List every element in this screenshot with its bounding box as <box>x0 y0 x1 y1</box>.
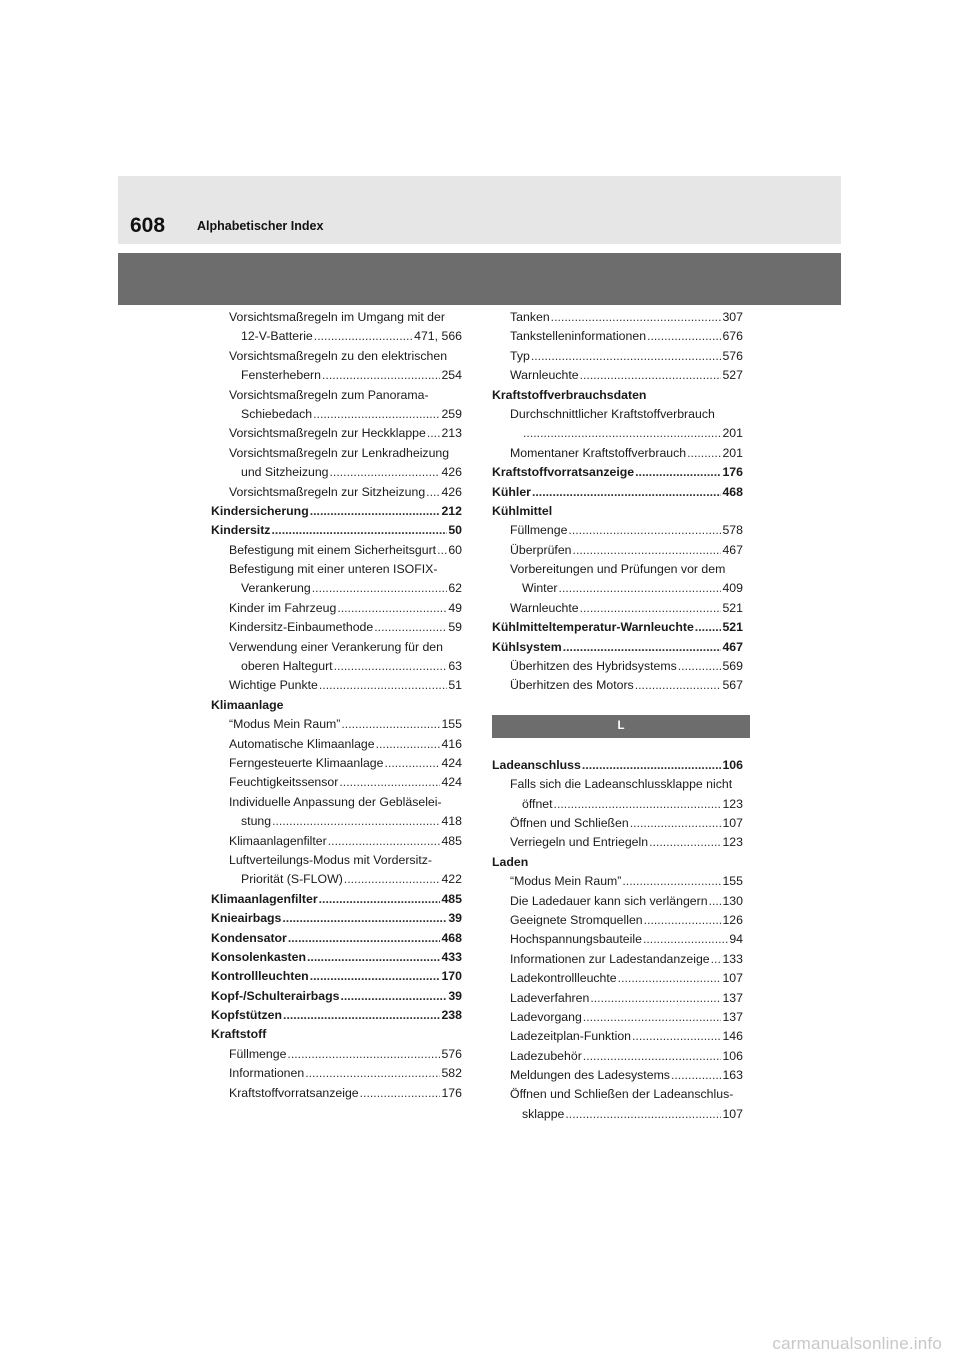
dot-leader <box>590 989 721 1008</box>
index-entry <box>211 967 462 986</box>
index-entry <box>492 366 743 385</box>
index-entry-label: Kraftstoffverbrauchsdaten <box>492 387 647 402</box>
dot-leader <box>305 1064 440 1083</box>
index-entry-page: 176 <box>441 1085 462 1100</box>
index-entry <box>492 444 743 463</box>
index-entry-label: Laden <box>492 854 529 869</box>
index-entry-page: 212 <box>441 503 462 518</box>
index-entry-label: stung <box>241 814 272 829</box>
index-entry <box>211 870 462 889</box>
index-entry-label: Kraftstoffvorratsanzeige <box>492 465 635 480</box>
index-entry <box>492 872 743 891</box>
index-entry <box>492 1066 743 1085</box>
index-entry-label: Momentaner Kraftstoffverbrauch <box>510 445 687 460</box>
index-entry <box>211 638 462 657</box>
index-entry <box>211 405 462 424</box>
index-entry <box>211 909 462 928</box>
index-entry <box>211 793 462 812</box>
index-entry-label: Kopf-/Schulterairbags <box>211 988 340 1003</box>
index-entry-label: Kinder im Fahrzeug <box>229 600 337 615</box>
dot-leader <box>532 483 722 502</box>
index-entry-label: Konsolenkasten <box>211 949 306 964</box>
index-entry-page: 418 <box>441 814 462 829</box>
index-entry <box>211 676 462 695</box>
index-entry <box>492 599 743 618</box>
index-entry <box>492 1105 743 1124</box>
index-entry-page: 582 <box>441 1066 462 1081</box>
index-entry-page: 94 <box>729 932 743 947</box>
index-entry-label: Kraftstoffvorratsanzeige <box>229 1085 359 1100</box>
index-entry-page: 254 <box>441 368 462 383</box>
index-entry-page: 107 <box>722 1106 743 1121</box>
index-entry <box>492 308 743 327</box>
index-entry-label: Wichtige Punkte <box>229 678 318 693</box>
index-entry-label: “Modus Mein Raum” <box>229 717 341 732</box>
index-entry <box>211 851 462 870</box>
index-entry <box>211 463 462 482</box>
index-entry <box>492 347 743 366</box>
index-entry-label: Tanken <box>510 310 550 324</box>
index-entry-label: Verriegeln und Entriegeln <box>510 835 649 850</box>
index-entry-page: 238 <box>441 1008 462 1023</box>
page-title: Alphabetischer Index <box>197 219 324 233</box>
index-entry-page: 170 <box>441 969 462 984</box>
index-entry-label: Winter <box>522 581 558 596</box>
index-entry-label: Automatische Klimaanlage <box>229 736 375 751</box>
index-entry-page: 49 <box>448 600 462 615</box>
dot-leader <box>322 366 440 385</box>
index-entry <box>211 948 462 967</box>
dot-leader <box>313 405 440 424</box>
index-entry-label: Kühlsystem <box>492 639 562 654</box>
dot-leader <box>568 521 721 540</box>
dot-leader <box>282 909 447 928</box>
index-entry-label: Vorsichtsmaßregeln zu den elektrischen <box>229 348 448 363</box>
index-entry <box>492 892 743 911</box>
index-entry-label: Ladezeitplan-Funktion <box>510 1029 631 1044</box>
index-entry-label: Kindersitz-Einbaumethode <box>229 620 374 635</box>
index-entry-label: oberen Haltegurt <box>241 659 333 674</box>
watermark: carmanualsonline.info <box>772 1334 942 1353</box>
index-entry <box>492 638 743 657</box>
index-entry <box>211 347 462 366</box>
index-entry-label: Befestigung mit einer unteren ISOFIX- <box>229 562 438 577</box>
dot-leader <box>709 892 722 911</box>
index-entry <box>492 541 743 560</box>
index-entry-label: Die Ladedauer kann sich verlängern <box>510 893 708 908</box>
dot-leader <box>271 521 447 540</box>
index-entry-page: 163 <box>722 1068 743 1083</box>
dot-leader <box>635 676 722 695</box>
dot-leader <box>288 929 441 948</box>
dot-leader <box>687 444 721 463</box>
index-entry-page: 213 <box>441 426 462 441</box>
index-entry-label: Vorsichtsmaßregeln zur Lenkradheizung <box>229 445 450 460</box>
index-entry-label: Befestigung mit einem Sicherheitsgurt <box>229 542 437 557</box>
index-entry <box>492 327 743 346</box>
dot-leader <box>272 812 440 831</box>
index-entry-label: Ladeverfahren <box>510 990 590 1005</box>
index-entry-page: 426 <box>441 484 462 499</box>
index-entry <box>211 618 462 637</box>
index-entry <box>211 657 462 676</box>
index-entry <box>492 911 743 930</box>
index-entry-page: 521 <box>722 620 743 635</box>
index-entry-label: Priorität (S-FLOW) <box>241 872 343 887</box>
dot-leader <box>583 1047 722 1066</box>
index-entry-page: 155 <box>722 874 743 889</box>
dot-leader <box>319 676 447 695</box>
index-entry-label: Verankerung <box>241 581 311 596</box>
dot-leader <box>360 1084 441 1103</box>
index-entry-page: 422 <box>441 872 462 887</box>
index-entry-label: Informationen zur Ladestandanzeige <box>510 951 710 966</box>
index-entry-label: Feuchtigkeitssensor <box>229 775 339 790</box>
index-entry <box>492 560 743 579</box>
index-entry-page: 201 <box>722 426 743 441</box>
dot-leader <box>531 347 722 366</box>
dot-leader <box>632 1027 721 1046</box>
index-entry-page: 123 <box>722 835 743 850</box>
dot-leader <box>711 950 722 969</box>
index-entry <box>492 989 743 1008</box>
index-entry-page: 146 <box>722 1029 743 1044</box>
index-entry-label: Kühlmittel <box>492 503 553 518</box>
index-entry <box>211 773 462 792</box>
index-entry <box>211 366 462 385</box>
index-entry <box>492 775 743 794</box>
dot-leader <box>374 618 447 637</box>
index-entry <box>492 833 743 852</box>
index-entry-page: 307 <box>722 310 743 324</box>
dot-leader <box>635 463 721 482</box>
dot-leader <box>563 638 722 657</box>
index-entry <box>492 676 743 695</box>
index-entry <box>492 521 743 540</box>
dot-leader <box>312 579 448 598</box>
index-entry-page: 259 <box>441 406 462 421</box>
dot-leader <box>287 1045 440 1064</box>
dot-leader <box>385 754 441 773</box>
index-entry <box>211 386 462 405</box>
index-entry-page: 137 <box>722 990 743 1005</box>
page-number: 608 <box>130 214 166 237</box>
dot-leader <box>344 870 441 889</box>
index-entry-label: Kondensator <box>211 930 287 945</box>
index-entry-label: Kühlmitteltemperatur-Warnleuchte <box>492 620 694 635</box>
index-entry-label: Überhitzen des Hybridsystems <box>510 659 677 674</box>
index-entry-label: Ladezubehör <box>510 1048 582 1063</box>
index-entry <box>211 1084 462 1103</box>
dot-leader <box>582 756 722 775</box>
index-entry-page: 576 <box>722 348 743 363</box>
index-entry-label: Hochspannungsbauteile <box>510 932 642 947</box>
index-entry <box>492 483 743 502</box>
index-entry-page: 60 <box>448 542 462 557</box>
dot-leader <box>334 657 448 676</box>
index-entry <box>211 929 462 948</box>
dot-leader <box>314 327 413 346</box>
index-entry-label: Vorsichtsmaßregeln zum Panorama- <box>229 387 429 402</box>
index-entry-page: 527 <box>722 368 743 383</box>
index-entry-page: 106 <box>722 757 743 772</box>
index-entry-page: 468 <box>722 484 743 499</box>
index-entry-label: öffnet <box>522 796 553 811</box>
index-entry-page: 676 <box>722 329 743 344</box>
index-entry-label: Meldungen des Ladesystems <box>510 1068 670 1083</box>
index-list-l <box>492 756 743 1124</box>
index-entry-label: Luftverteilungs-Modus mit Vordersitz- <box>229 852 432 867</box>
dot-leader <box>695 618 722 637</box>
dot-leader <box>622 872 721 891</box>
index-entry <box>211 715 462 734</box>
index-entry <box>211 502 462 521</box>
dot-leader <box>580 599 722 618</box>
index-entry <box>211 832 462 851</box>
index-entry-label: Knieairbags <box>211 911 282 926</box>
index-entry-page: 578 <box>722 523 743 538</box>
dot-leader <box>618 969 722 988</box>
index-entry-page: 176 <box>722 465 743 480</box>
index-entry-page: 130 <box>722 893 743 908</box>
index-entry <box>211 444 462 463</box>
index-entry-label: Schiebedach <box>241 406 313 421</box>
index-entry-page: 433 <box>441 949 462 964</box>
index-entry-label: Überprüfen <box>510 542 572 557</box>
index-entry-page: 123 <box>722 796 743 811</box>
index-entry-label: Vorsichtsmaßregeln im Umgang mit der <box>229 310 445 324</box>
index-entry <box>492 1085 743 1104</box>
index-entry <box>492 657 743 676</box>
index-entry <box>211 696 462 715</box>
index-entry-page: 59 <box>448 620 462 635</box>
dot-leader <box>310 502 441 521</box>
index-entry <box>211 560 462 579</box>
index-entry-page: 39 <box>448 911 462 926</box>
index-entry-label: Ladeanschluss <box>492 757 581 772</box>
index-entry <box>492 756 743 775</box>
dot-leader <box>427 424 441 443</box>
index-entry-label: Verwendung einer Verankerung für den <box>229 639 443 654</box>
dot-leader <box>554 795 722 814</box>
dot-leader <box>319 890 441 909</box>
index-entry-page: 133 <box>722 951 743 966</box>
index-entry <box>211 1025 462 1044</box>
dot-leader <box>330 463 441 482</box>
dot-leader <box>341 715 440 734</box>
index-entry <box>211 1064 462 1083</box>
index-entry-label: sklappe <box>522 1106 565 1121</box>
index-entry <box>211 579 462 598</box>
index-entry-label: Öffnen und Schließen <box>510 815 629 830</box>
index-entry <box>211 327 462 346</box>
dot-leader <box>678 657 722 676</box>
index-entry-page: 63 <box>448 659 462 674</box>
index-entry <box>492 386 743 405</box>
dot-leader <box>671 1066 722 1085</box>
index-entry-label: Tankstelleninformationen <box>510 329 647 344</box>
index-entry-page: 576 <box>441 1046 462 1061</box>
index-entry-label: Kindersicherung <box>211 503 309 518</box>
index-entry-label: Falls sich die Ladeanschlussklappe nicht <box>510 777 733 792</box>
index-entry-page: 416 <box>441 736 462 751</box>
index-entry <box>492 1047 743 1066</box>
index-entry-page: 424 <box>441 775 462 790</box>
index-entry-page: 569 <box>722 659 743 674</box>
index-entry <box>211 424 462 443</box>
dot-leader <box>630 814 722 833</box>
index-entry <box>492 930 743 949</box>
dot-leader <box>283 1006 440 1025</box>
index-entry-label: Kontrollleuchten <box>211 969 309 984</box>
index-entry-page: 485 <box>441 891 462 906</box>
index-entry-page: 106 <box>722 1048 743 1063</box>
index-entry-label: Klimaanlagenfilter <box>229 833 327 848</box>
index-entry <box>492 1008 743 1027</box>
index-entry <box>211 812 462 831</box>
index-entry-page: 521 <box>722 600 743 615</box>
dot-leader <box>551 308 722 327</box>
index-entry-page: 155 <box>441 717 462 732</box>
index-entry-label: Warnleuchte <box>510 368 579 383</box>
header-band <box>118 176 841 244</box>
index-entry <box>211 1006 462 1025</box>
index-entry-label: Informationen <box>229 1066 305 1081</box>
dot-leader <box>644 911 722 930</box>
index-entry <box>211 483 462 502</box>
index-entry <box>492 618 743 637</box>
dot-leader <box>376 735 441 754</box>
index-entry-page: 107 <box>722 815 743 830</box>
index-entry-label: Kindersitz <box>211 523 271 538</box>
index-entry-page: 126 <box>722 912 743 927</box>
index-entry-page: 51 <box>448 678 462 693</box>
index-entry <box>211 754 462 773</box>
index-entry-label: Individuelle Anpassung der Gebläselei- <box>229 794 442 809</box>
index-entry <box>211 987 462 1006</box>
index-entry <box>492 814 743 833</box>
index-entry <box>492 463 743 482</box>
dot-leader <box>437 541 447 560</box>
index-entry-page: 485 <box>441 833 462 848</box>
index-entry-page: 426 <box>441 465 462 480</box>
index-entry-label: Öffnen und Schließen der Ladeanschlus- <box>510 1087 734 1102</box>
index-entry-page: 62 <box>448 581 462 596</box>
index-entry-label: Warnleuchte <box>510 600 579 615</box>
dot-leader <box>573 541 722 560</box>
dot-leader <box>307 948 440 967</box>
index-entry <box>211 599 462 618</box>
index-entry-label: Kraftstoff <box>211 1027 267 1042</box>
index-entry-label: und Sitzheizung <box>241 465 329 480</box>
index-entry <box>211 1045 462 1064</box>
index-entry-page: 471, 566 <box>414 329 462 344</box>
dot-leader <box>580 366 722 385</box>
index-entry-label: Klimaanlage <box>211 697 284 712</box>
index-entry-page: 567 <box>722 678 743 693</box>
dot-leader <box>328 832 441 851</box>
dot-leader <box>339 773 440 792</box>
index-entry-label: Vorsichtsmaßregeln zur Sitzheizung <box>229 484 426 499</box>
section-letter-bar: L <box>492 715 750 738</box>
index-entry <box>211 735 462 754</box>
index-entry-label: Ladekontrollleuchte <box>510 971 617 986</box>
index-entry-page: 39 <box>448 988 462 1003</box>
index-entry-page: 467 <box>722 639 743 654</box>
dot-leader <box>643 930 728 949</box>
index-entry-page: 137 <box>722 1009 743 1024</box>
index-entry-page: 107 <box>722 971 743 986</box>
index-entry-label: Füllmenge <box>510 523 568 538</box>
dot-leader <box>647 327 721 346</box>
dot-leader <box>523 424 721 443</box>
index-entry <box>492 950 743 969</box>
index-entry-label: Kühler <box>492 484 531 499</box>
index-entry <box>492 969 743 988</box>
index-entry <box>492 405 743 424</box>
section-band <box>118 253 841 305</box>
index-entry <box>492 1027 743 1046</box>
index-entry-page: 409 <box>722 581 743 596</box>
dot-leader <box>559 579 722 598</box>
index-entry-label: Kopfstützen <box>211 1008 283 1023</box>
dot-leader <box>340 987 447 1006</box>
index-entry <box>492 502 743 521</box>
index-entry-label: Typ <box>510 348 530 363</box>
dot-leader <box>337 599 447 618</box>
index-entry <box>492 853 743 872</box>
index-entry-page: 468 <box>441 930 462 945</box>
index-entry-label: Ladevorgang <box>510 1009 582 1024</box>
index-entry <box>492 424 743 443</box>
index-entry <box>211 308 462 327</box>
index-entry-label: Vorbereitungen und Prüfungen vor dem <box>510 562 726 577</box>
index-entry-label: “Modus Mein Raum” <box>510 874 622 889</box>
index-entry-label: Klimaanlagenfilter <box>211 891 318 906</box>
index-list-k-continued <box>492 308 743 696</box>
index-entry-label: Ferngesteuerte Klimaanlage <box>229 755 384 770</box>
index-entry-label: Durchschnittlicher Kraftstoffverbrauch <box>510 406 715 421</box>
index-entry <box>492 795 743 814</box>
index-entry-page: 424 <box>441 755 462 770</box>
index-entry <box>492 579 743 598</box>
dot-leader <box>310 967 441 986</box>
index-entry <box>211 541 462 560</box>
index-column-right <box>492 308 743 1124</box>
index-entry-label: Füllmenge <box>229 1046 287 1061</box>
index-entry <box>211 521 462 540</box>
index-entry-page: 50 <box>448 523 462 538</box>
dot-leader <box>565 1105 721 1124</box>
index-entry-label: Geeignete Stromquellen <box>510 912 643 927</box>
index-column-left <box>211 308 462 1103</box>
dot-leader <box>426 483 440 502</box>
index-entry <box>211 890 462 909</box>
index-entry-label: Überhitzen des Motors <box>510 678 634 693</box>
index-entry-page: 467 <box>722 542 743 557</box>
index-entry-label: 12-V-Batterie <box>241 329 313 344</box>
index-entry-page: 201 <box>722 445 743 460</box>
index-entry-label: Fensterhebern <box>241 368 321 383</box>
index-entry-label: Vorsichtsmaßregeln zur Heckklappe <box>229 426 426 441</box>
dot-leader <box>583 1008 722 1027</box>
dot-leader <box>649 833 721 852</box>
